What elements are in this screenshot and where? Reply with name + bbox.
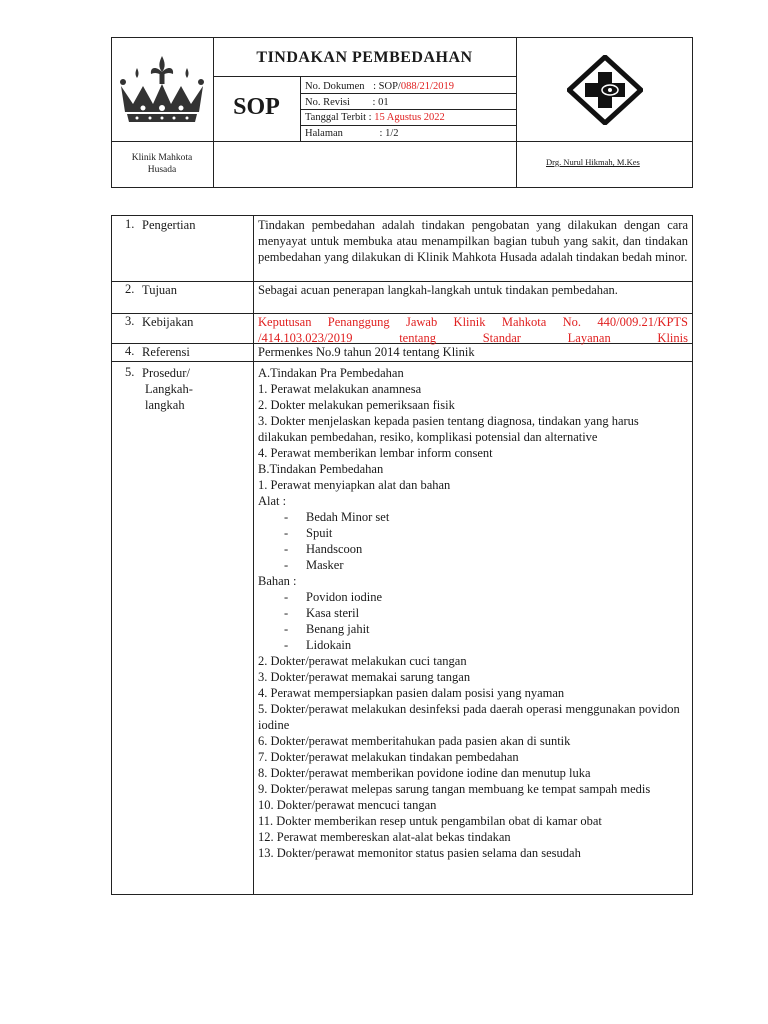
alat-item: - Bedah Minor set	[284, 510, 390, 524]
health-cross-emblem	[567, 55, 643, 125]
step-item: 3. Dokter/perawat memakai sarung tangan	[258, 670, 471, 684]
row-label-pengertian: Pengertian	[142, 218, 196, 232]
step-item: 5. Dokter/perawat melakukan desinfeksi pada daerah operasi menggunakan povidon iodine	[258, 702, 680, 732]
page-row	[305, 127, 399, 140]
row-label-kebijakan: Kebijakan	[142, 315, 194, 329]
clinic-name: Klinik Mahkota Husada	[131, 153, 193, 175]
signatory-name: Drg. Nurul Hikmah, M.Kes	[546, 157, 640, 167]
procedure-steps	[258, 365, 688, 861]
step-item: 3. Dokter menjelaskan kepada pasien tentang diagnosa, tindakan yang harus dilakukan pembedahan, resiko, komplikasi potensial dan alternative	[258, 414, 639, 444]
revision-label: No. Revisi	[305, 97, 350, 108]
document-title: TINDAKAN PEMBEDAHAN	[256, 49, 473, 66]
row-label-tujuan: Tujuan	[142, 283, 177, 297]
bahan-item-text: Lidokain	[306, 638, 352, 652]
doc-number-label: No. Dokumen	[305, 81, 365, 92]
pengertian-text: Tindakan pembedahan adalah tindakan pengobatan yang dilakukan dengan cara menyayat untuk membuka atau menampilkan bagian tubuh yang sakit, dan tindakan pembedahan yang dilakukan di Klinik Mahkota Husada adalah tindakan bedah minor.	[258, 218, 688, 264]
step-item: 9. Dokter/perawat melepas sarung tangan membuang ke tempat sampah medis	[258, 782, 651, 796]
step-item: 11. Dokter memberikan resep untuk pengambilan obat di kamar obat	[258, 814, 602, 828]
prosedur-label-line: Langkah-	[145, 382, 193, 396]
bahan-item-text: Povidon iodine	[306, 590, 383, 604]
step-item: 4. Perawat memberikan lembar inform consent	[258, 446, 493, 460]
alat-label: Alat :	[258, 494, 287, 508]
bahan-item-text: Kasa steril	[306, 606, 360, 620]
meta-divider	[300, 93, 516, 94]
alat-item-text: Handscoon	[306, 542, 363, 556]
header-divider	[213, 76, 516, 77]
revision-row	[305, 96, 389, 109]
step-item: 7. Dokter/perawat melakukan tindakan pembedahan	[258, 750, 519, 764]
step-item: 1. Perawat menyiapkan alat dan bahan	[258, 478, 451, 492]
tujuan-text: Sebagai acuan penerapan langkah-langkah untuk tindakan pembedahan.	[258, 283, 618, 297]
issue-date-value: 15 Agustus 2022	[374, 112, 445, 123]
table-row-divider	[111, 361, 693, 362]
row-number: 5.	[125, 365, 135, 379]
header-divider	[516, 37, 517, 188]
header-divider	[111, 141, 693, 142]
issue-date-label: Tanggal Terbit	[305, 112, 367, 123]
alat-item: - Spuit	[284, 526, 333, 540]
row-number: 3.	[125, 314, 135, 328]
alat-item-text: Bedah Minor set	[306, 510, 390, 524]
kebijakan-text: Keputusan Penanggung Jawab Klinik Mahkota No. 440/009.21/KPTS /414.103.023/2019 tentang Standar Layanan Klinis	[258, 315, 688, 345]
bahan-item: - Lidokain	[284, 638, 352, 652]
crown-logo	[113, 50, 211, 130]
page-value: : 1/2	[379, 128, 399, 139]
issue-date-row	[305, 111, 445, 124]
step-item: 12. Perawat membereskan alat-alat bekas tindakan	[258, 830, 511, 844]
bahan-item-text: Benang jahit	[306, 622, 370, 636]
alat-item: - Handscoon	[284, 542, 363, 556]
step-item: 4. Perawat mempersiapkan pasien dalam posisi yang nyaman	[258, 686, 565, 700]
prosedur-label-line: langkah	[145, 398, 185, 412]
row-number: 2.	[125, 282, 135, 296]
step-item: 13. Dokter/perawat memonitor status pasien selama dan sesudah	[258, 846, 581, 860]
alat-item-text: Masker	[306, 558, 344, 572]
meta-divider	[300, 125, 516, 126]
alat-item-text: Spuit	[306, 526, 333, 540]
row-label-prosedur	[142, 365, 193, 413]
step-item: 2. Dokter/perawat melakukan cuci tangan	[258, 654, 467, 668]
bahan-item: - Benang jahit	[284, 622, 370, 636]
step-item: 1. Perawat melakukan anamnesa	[258, 382, 422, 396]
sop-label: SOP	[233, 94, 280, 120]
referensi-text: Permenkes No.9 tahun 2014 tentang Klinik	[258, 345, 475, 359]
bahan-item: - Povidon iodine	[284, 590, 383, 604]
step-heading: A.Tindakan Pra Pembedahan	[258, 366, 404, 380]
issue-date-prefix: :	[368, 112, 372, 123]
doc-number-value: 088/21/2019	[400, 81, 454, 92]
prosedur-label-line: Prosedur/	[142, 366, 190, 380]
bahan-label: Bahan :	[258, 574, 297, 588]
step-item: 10. Dokter/perawat mencuci tangan	[258, 798, 437, 812]
row-number: 4.	[125, 344, 135, 358]
step-item: 2. Dokter melakukan pemeriksaan fisik	[258, 398, 455, 412]
bahan-item: - Kasa steril	[284, 606, 360, 620]
step-item: 6. Dokter/perawat memberitahukan pada pasien akan di suntik	[258, 734, 571, 748]
doc-number-row	[305, 80, 454, 93]
row-label-referensi: Referensi	[142, 345, 190, 359]
meta-divider	[300, 109, 516, 110]
revision-value: : 01	[372, 97, 389, 108]
table-column-divider	[253, 215, 254, 895]
alat-item: - Masker	[284, 558, 344, 572]
step-item: 8. Dokter/perawat memberikan povidone iodine dan menutup luka	[258, 766, 591, 780]
page-label: Halaman	[305, 128, 343, 139]
step-heading: B.Tindakan Pembedahan	[258, 462, 384, 476]
doc-number-prefix: : SOP/	[373, 81, 401, 92]
row-number: 1.	[125, 217, 135, 231]
